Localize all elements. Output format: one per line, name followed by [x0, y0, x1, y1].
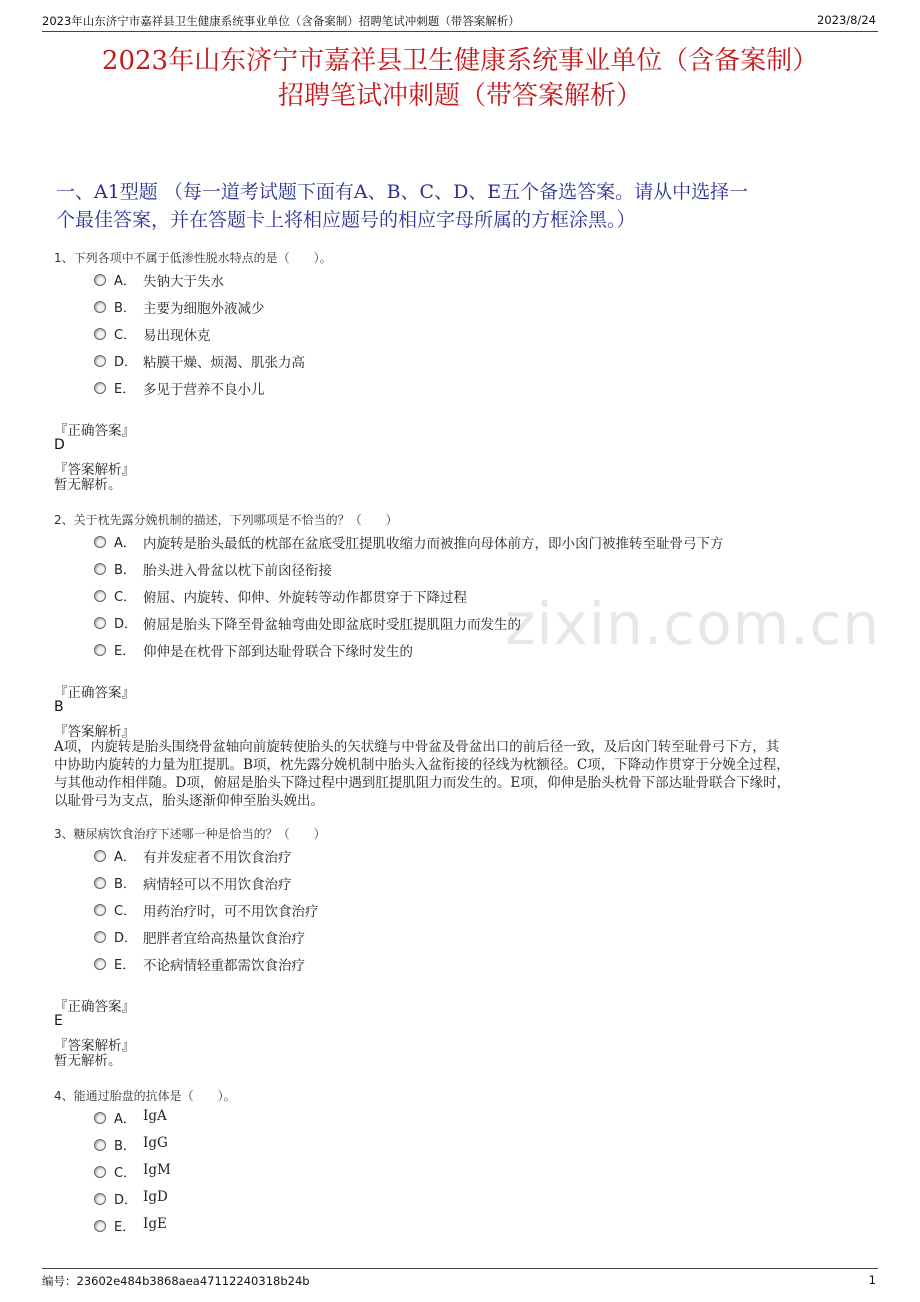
option-letter: D． — [114, 355, 138, 370]
option-letter: B． — [114, 877, 136, 892]
question-stem: 3、糖尿病饮食治疗下述哪一种是恰当的？（ ） — [54, 827, 326, 841]
correct-answer-label: 『正确答案』 — [54, 999, 135, 1015]
option-letter: A． — [114, 274, 136, 289]
section-line-2: 个最佳答案，并在答题卡上将相应题号的相应字母所属的方框涂黑。） — [56, 209, 636, 231]
analysis-line: A项，内旋转是胎头围绕骨盆轴向前旋转使胎头的矢状缝与中骨盆及骨盆出口的前后径一致，及后囟门转至耻骨弓下方，其 — [54, 739, 780, 755]
analysis-text: 暂无解析。 — [54, 1053, 122, 1069]
radio-icon[interactable] — [94, 301, 106, 313]
radio-icon[interactable] — [94, 1139, 106, 1151]
option-text: 多见于营养不良小儿 — [143, 382, 265, 398]
option-text: 俯屈、内旋转、仰伸、外旋转等动作都贯穿于下降过程 — [143, 590, 467, 606]
analysis-label: 『答案解析』 — [54, 462, 135, 478]
option-text: IgA — [143, 1108, 167, 1124]
analysis-text — [54, 738, 860, 810]
radio-icon[interactable] — [94, 1193, 106, 1205]
page-footer — [42, 1268, 878, 1288]
radio-icon[interactable] — [94, 274, 106, 286]
option-text: 仰伸是在枕骨下部到达耻骨联合下缘时发生的 — [143, 644, 413, 660]
radio-icon[interactable] — [94, 382, 106, 394]
option-letter: B． — [114, 563, 136, 578]
radio-icon[interactable] — [94, 1112, 106, 1124]
option-letter: A． — [114, 850, 136, 865]
analysis-line: 以耻骨弓为支点，胎头逐渐仰伸至胎头娩出。 — [54, 793, 324, 809]
page-number: 1 — [868, 1273, 876, 1287]
correct-answer: B — [54, 699, 64, 715]
header-title: 2023年山东济宁市嘉祥县卫生健康系统事业单位（含备案制）招聘笔试冲刺题（带答案解析） — [42, 14, 520, 28]
option-letter: A． — [114, 536, 136, 551]
option-letter: D． — [114, 617, 138, 632]
option-text: 用药治疗时，可不用饮食治疗 — [143, 904, 319, 920]
option-text: 胎头进入骨盆以枕下前囟径衔接 — [143, 563, 332, 579]
header-date: 2023/8/24 — [817, 13, 876, 27]
option-text: 失钠大于失水 — [143, 274, 224, 290]
option-text: 俯屈是胎头下降至骨盆轴弯曲处即盆底时受肛提肌阻力而发生的 — [143, 617, 521, 633]
option-letter: C． — [114, 904, 137, 919]
option-letter: E． — [114, 644, 136, 659]
option-letter: C． — [114, 1166, 137, 1181]
option-text: 易出现休克 — [143, 328, 211, 344]
question-stem: 1、下列各项中不属于低渗性脱水特点的是（ ）。 — [54, 251, 332, 265]
option-letter: B． — [114, 301, 136, 316]
section-line-1: 一、A1型题 （每一道考试题下面有A、B、C、D、E五个备选答案。请从中选择一 — [56, 181, 749, 203]
title-line-2: 招聘笔试冲刺题（带答案解析） — [277, 81, 642, 111]
option-text: IgG — [143, 1135, 168, 1151]
document-title — [0, 44, 920, 114]
radio-icon[interactable] — [94, 904, 106, 916]
option-letter: C． — [114, 590, 137, 605]
option-letter: C． — [114, 328, 137, 343]
radio-icon[interactable] — [94, 1220, 106, 1232]
document-id: 编号：23602e484b3868aea47112240318b24b — [42, 1274, 310, 1288]
radio-icon[interactable] — [94, 617, 106, 629]
correct-answer-label: 『正确答案』 — [54, 685, 135, 701]
option-text: 肥胖者宜给高热量饮食治疗 — [143, 931, 305, 947]
correct-answer: D — [54, 437, 65, 453]
analysis-label: 『答案解析』 — [54, 724, 135, 740]
radio-icon[interactable] — [94, 850, 106, 862]
radio-icon[interactable] — [94, 590, 106, 602]
correct-answer: E — [54, 1013, 63, 1029]
radio-icon[interactable] — [94, 328, 106, 340]
question-stem: 4、能通过胎盘的抗体是（ ）。 — [54, 1089, 236, 1103]
option-letter: A． — [114, 1112, 136, 1127]
option-letter: B． — [114, 1139, 136, 1154]
option-letter: D． — [114, 931, 138, 946]
option-letter: D． — [114, 1193, 138, 1208]
radio-icon[interactable] — [94, 1166, 106, 1178]
option-letter: E． — [114, 958, 136, 973]
correct-answer-label: 『正确答案』 — [54, 423, 135, 439]
analysis-line: 中协助内旋转的力量为肛提肌。B项，枕先露分娩机制中胎头入盆衔接的径线为枕额径。C项，下降动作贯穿于分娩全过程， — [54, 757, 790, 773]
title-line-1: 2023年山东济宁市嘉祥县卫生健康系统事业单位（含备案制） — [101, 46, 819, 76]
option-text: 主要为细胞外液减少 — [143, 301, 265, 317]
option-letter: E． — [114, 382, 136, 397]
option-text: 有并发症者不用饮食治疗 — [143, 850, 292, 866]
radio-icon[interactable] — [94, 931, 106, 943]
section-heading — [56, 178, 856, 234]
option-text: 粘膜干燥、烦渴、肌张力高 — [143, 355, 305, 371]
option-text: IgD — [143, 1189, 168, 1205]
radio-icon[interactable] — [94, 644, 106, 656]
option-text: IgM — [143, 1162, 171, 1178]
option-text: 内旋转是胎头最低的枕部在盆底受肛提肌收缩力而被推向母体前方，即小囟门被推转至耻骨弓下方 — [143, 536, 724, 552]
option-text: 不论病情轻重都需饮食治疗 — [143, 958, 305, 974]
page-header — [42, 11, 878, 32]
radio-icon[interactable] — [94, 563, 106, 575]
analysis-text: 暂无解析。 — [54, 477, 122, 493]
radio-icon[interactable] — [94, 536, 106, 548]
option-letter: E． — [114, 1220, 136, 1235]
option-text: 病情轻可以不用饮食治疗 — [143, 877, 292, 893]
radio-icon[interactable] — [94, 877, 106, 889]
analysis-label: 『答案解析』 — [54, 1038, 135, 1054]
analysis-line: 与其他动作相伴随。D项，俯屈是胎头下降过程中遇到肛提肌阻力而发生的。E项，仰伸是胎头枕骨下部达耻骨联合下缘时， — [54, 775, 791, 791]
watermark: zixin.com.cn — [505, 590, 881, 658]
question-stem: 2、关于枕先露分娩机制的描述，下列哪项是不恰当的？（ ） — [54, 513, 398, 527]
option-text: IgE — [143, 1216, 167, 1232]
radio-icon[interactable] — [94, 958, 106, 970]
radio-icon[interactable] — [94, 355, 106, 367]
